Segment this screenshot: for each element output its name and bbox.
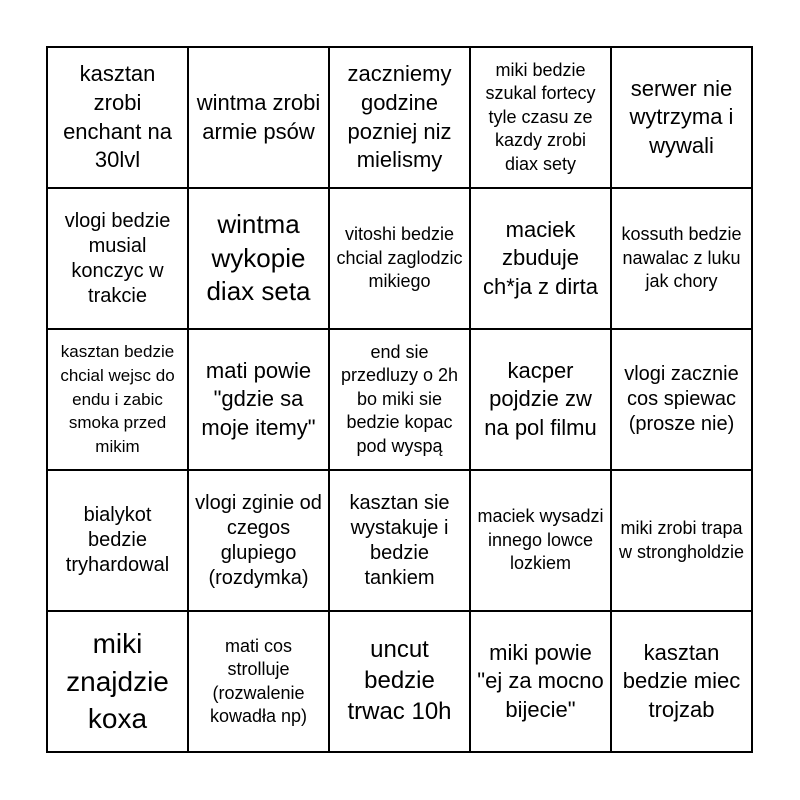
bingo-cell-text: end sie przedluzy o 2h bo miki sie bedzie kopac pod wyspą — [340, 342, 459, 456]
bingo-cell[interactable] — [47, 470, 188, 611]
bingo-cell-text: kossuth bedzie nawalac z luku jak chory — [621, 224, 742, 292]
bingo-cell[interactable] — [611, 47, 752, 188]
bingo-cell[interactable] — [188, 188, 329, 329]
bingo-cell[interactable] — [611, 470, 752, 611]
bingo-cell[interactable] — [470, 188, 611, 329]
bingo-cell[interactable] — [329, 188, 470, 329]
bingo-cell-text: kacper pojdzie zw na pol filmu — [484, 357, 597, 440]
bingo-cell-text: bialykot bedzie tryhardowal — [65, 504, 170, 576]
bingo-cell-text: kasztan sie wystakuje i bedzie tankiem — [349, 491, 450, 589]
bingo-cell-text: vitoshi bedzie chcial zaglodzic mikiego — [336, 224, 463, 292]
bingo-cell[interactable] — [470, 470, 611, 611]
bingo-cell-text: wintma wykopie diax seta — [206, 208, 311, 307]
bingo-cell-text: maciek zbuduje ch*ja z dirta — [483, 216, 598, 299]
bingo-cell-text: kasztan zrobi enchant na 30lvl — [63, 61, 172, 173]
bingo-cell-text: miki bedzie szukal fortecy tyle czasu ze kazdy zrobi diax sety — [485, 60, 596, 174]
bingo-cell-text: miki znajdzie koxa — [66, 627, 169, 735]
bingo-cell[interactable] — [47, 47, 188, 188]
bingo-cell[interactable] — [611, 329, 752, 470]
bingo-cell[interactable] — [188, 470, 329, 611]
bingo-cell[interactable] — [188, 611, 329, 752]
bingo-cell-text: vlogi zginie od czegos glupiego (rozdymka) — [195, 491, 322, 589]
bingo-cell[interactable] — [188, 47, 329, 188]
bingo-cell[interactable] — [329, 329, 470, 470]
bingo-cell[interactable] — [329, 470, 470, 611]
bingo-cell-text: maciek wysadzi innego lowce lozkiem — [477, 506, 604, 574]
bingo-cell[interactable] — [47, 611, 188, 752]
bingo-cell-text: mati powie "gdzie sa moje itemy" — [201, 357, 316, 440]
bingo-cell[interactable] — [329, 47, 470, 188]
bingo-cell[interactable] — [47, 188, 188, 329]
bingo-cell-text: wintma zrobi armie psów — [196, 89, 321, 144]
bingo-cell[interactable] — [611, 611, 752, 752]
bingo-cell[interactable] — [611, 188, 752, 329]
bingo-cell-text: miki zrobi trapa w strongholdzie — [618, 518, 745, 562]
bingo-cell-text: miki powie "ej za mocno bijecie" — [477, 639, 604, 722]
bingo-board — [46, 46, 753, 753]
bingo-cell-text: uncut bedzie trwac 10h — [347, 636, 452, 725]
bingo-cell[interactable] — [188, 329, 329, 470]
bingo-cell[interactable] — [47, 329, 188, 470]
bingo-cell-text: vlogi zacznie cos spiewac (prosze nie) — [624, 363, 739, 435]
bingo-cell[interactable] — [470, 611, 611, 752]
bingo-cell[interactable] — [470, 329, 611, 470]
bingo-cell-text: zaczniemy godzine pozniej niz mielismy — [347, 61, 452, 173]
bingo-cell-text: kasztan bedzie chcial wejsc do endu i zabic smoka przed mikim — [60, 342, 175, 457]
bingo-cell-text: mati cos strolluje (rozwalenie kowadła np) — [209, 635, 308, 726]
bingo-cell-text: vlogi bedzie musial konczyc w trakcie — [64, 209, 171, 307]
bingo-cell-text: kasztan bedzie miec trojzab — [622, 639, 741, 722]
bingo-cell[interactable] — [470, 47, 611, 188]
bingo-cell[interactable] — [329, 611, 470, 752]
bingo-cell-text: serwer nie wytrzyma i wywali — [629, 75, 734, 158]
